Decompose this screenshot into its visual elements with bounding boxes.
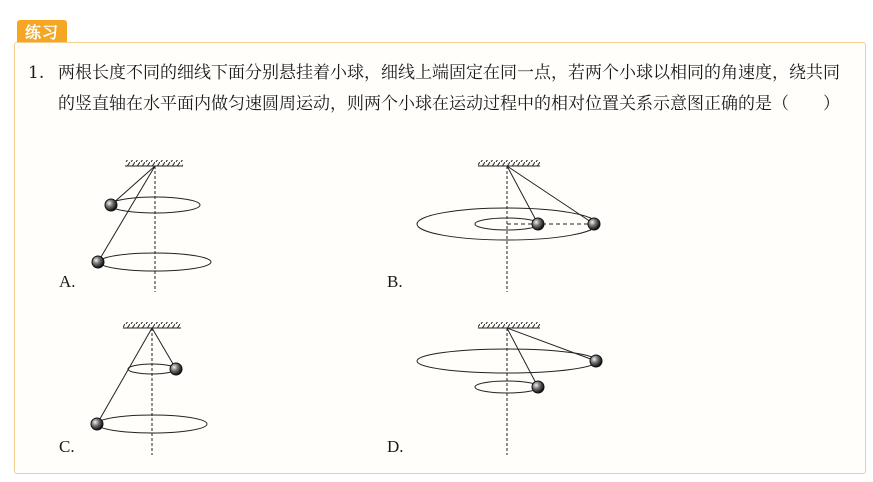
exercise-tag: 练习 <box>17 20 67 46</box>
option-a-label: A. <box>59 272 76 291</box>
ceiling-d <box>478 322 540 328</box>
string-b-short <box>507 166 538 224</box>
ball-a-2 <box>92 256 104 268</box>
ball-c-1 <box>170 363 182 375</box>
ball-d-1 <box>590 355 602 367</box>
ball-b-2 <box>588 218 600 230</box>
string-a-long <box>98 166 155 262</box>
figure-d <box>417 322 602 455</box>
question-number: 1. <box>28 63 45 83</box>
ball-d-2 <box>532 381 544 393</box>
ceiling-c <box>123 322 181 328</box>
option-d-label: D. <box>387 437 404 456</box>
string-b-long <box>507 166 594 224</box>
string-a-short <box>111 166 155 205</box>
orbit-d-lower <box>475 381 539 393</box>
option-c-label: C. <box>59 437 75 456</box>
figure-a <box>92 160 211 292</box>
string-c-short <box>152 328 176 369</box>
ball-b-1 <box>532 218 544 230</box>
orbit-a-upper <box>110 197 200 213</box>
ball-c-2 <box>91 418 103 430</box>
string-d-long <box>507 328 596 361</box>
ball-a-1 <box>105 199 117 211</box>
string-c-long <box>97 328 152 424</box>
figure-b <box>417 160 600 292</box>
question-text: 两根长度不同的细线下面分别悬挂着小球，细线上端固定在同一点，若两个小球以相同的角速度，绕共同的竖直轴在水平面内做匀速圆周运动，则两个小球在运动过程中的相对位置关系示意图正确的是（ ） <box>58 63 840 114</box>
option-b-label: B. <box>387 272 403 291</box>
ceiling-b <box>478 160 540 166</box>
figure-c <box>91 322 207 455</box>
ceiling-a <box>125 160 183 166</box>
string-d-short <box>507 328 538 387</box>
